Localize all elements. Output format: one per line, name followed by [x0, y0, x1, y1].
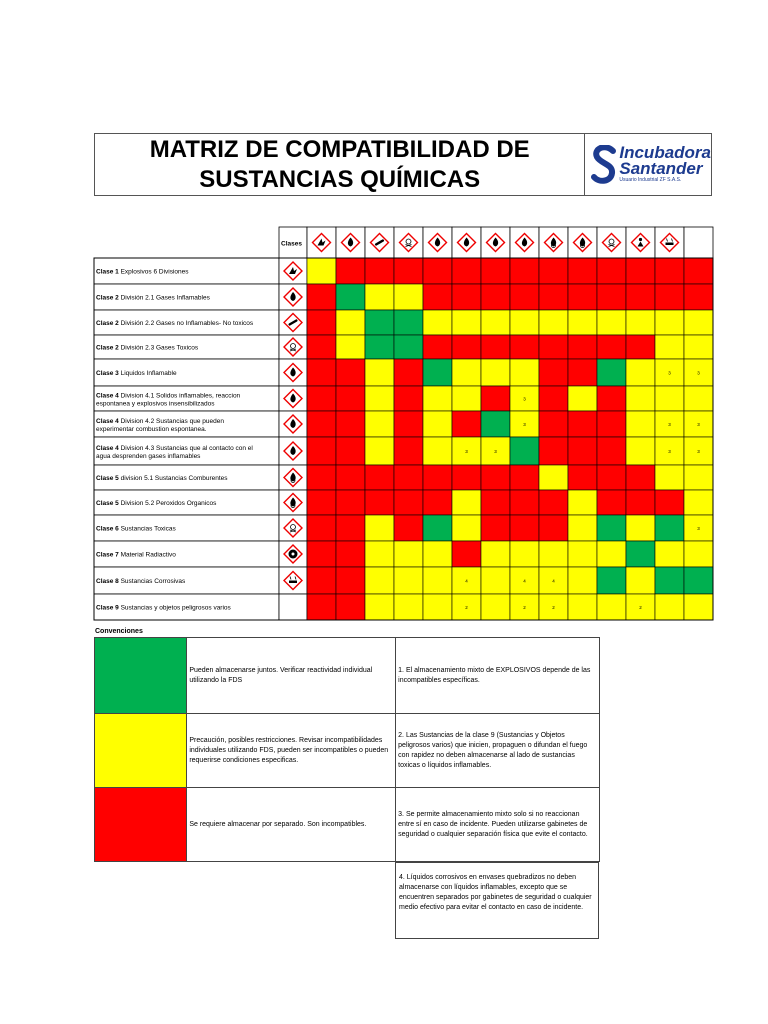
matrix-cell [597, 411, 626, 437]
matrix-cell [307, 465, 336, 490]
matrix-cell [365, 541, 394, 567]
matrix-cell [423, 258, 452, 284]
matrix-cell [452, 541, 481, 567]
cell-note-mark: 3 [523, 422, 526, 427]
row-label: Clase 5 Division 5.2 Peroxidos Organicos [96, 500, 217, 507]
matrix-cell [423, 411, 452, 437]
row-label: Clase 2 División 2.3 Gases Toxicos [96, 344, 199, 352]
matrix-cell [539, 335, 568, 359]
matrix-cell [597, 465, 626, 490]
matrix-cell [481, 359, 510, 386]
matrix-cell [597, 335, 626, 359]
cell-note-mark: 3 [465, 449, 468, 454]
cell-note-mark: 3 [697, 422, 700, 427]
matrix-cell [307, 567, 336, 594]
cell-note-mark: 2 [465, 605, 468, 610]
matrix-cell [626, 465, 655, 490]
matrix-row [94, 465, 713, 490]
matrix-row [94, 594, 713, 620]
row-label-line-2: espontanea y explosivos insensibilizados [96, 400, 215, 408]
cell-note-mark: 3 [668, 449, 671, 454]
matrix-cell [510, 335, 539, 359]
row-label-line-2: agua desprenden gases inflamables [96, 453, 201, 460]
cell-note-mark: 4 [465, 578, 468, 584]
column-header [684, 227, 713, 258]
row-label: Clase 7 Material Radiactivo [96, 551, 176, 559]
matrix-cell [655, 258, 684, 284]
matrix-cell [423, 465, 452, 490]
matrix-cell [655, 335, 684, 359]
row-label: Clase 4 Division 4.3 Sustancias que al contacto con el [96, 445, 253, 452]
matrix-cell [655, 515, 684, 541]
matrix-cell [655, 465, 684, 490]
matrix-cell [307, 386, 336, 411]
matrix-cell [684, 284, 713, 310]
matrix-cell [655, 284, 684, 310]
matrix-cell [336, 465, 365, 490]
note-2: 2. Las Sustancias de la clase 9 (Sustancias y Objetos peligrosos varios) que inicien, propaguen o difundan el fuego con rapidez no deben almacenarse al lado de sustancias toxicas o líquidos inflamables. [396, 714, 600, 788]
matrix-cell [481, 335, 510, 359]
matrix-cell [568, 594, 597, 620]
matrix-cell [626, 411, 655, 437]
matrix-row [94, 335, 713, 359]
cell-note-mark: 2 [552, 605, 555, 610]
matrix-cell [510, 310, 539, 335]
matrix-cell [539, 490, 568, 515]
matrix-cell [452, 411, 481, 437]
matrix-cell [365, 490, 394, 515]
matrix-cell [568, 437, 597, 465]
matrix-row [94, 258, 713, 284]
matrix-cell [597, 541, 626, 567]
row-label: Clase 1 Explosivos 6 Divisiones [96, 268, 189, 276]
matrix-cell [539, 411, 568, 437]
matrix-cell [307, 541, 336, 567]
matrix-row [94, 310, 713, 335]
note-3: 3. Se permite almacenamiento mixto solo si no reaccionan entre sí en caso de incidente. Pueden utilizarse gabinetes de seguridad o cualquier separación física que evite el contacto. [396, 788, 600, 862]
matrix-cell [307, 310, 336, 335]
matrix-cell [655, 594, 684, 620]
matrix-cell [452, 335, 481, 359]
matrix-row [94, 567, 713, 594]
matrix-cell [394, 335, 423, 359]
legend-yellow-text: Precaución, posibles restricciones. Revisar incompatibilidades individuales utilizando FDS, pueden ser incompatibles o pueden requerirse condiciones especificas. [187, 714, 396, 788]
matrix-cell [365, 594, 394, 620]
matrix-row [94, 541, 713, 567]
row-label: Clase 6 Sustancias Toxicas [96, 525, 176, 533]
matrix-cell [481, 386, 510, 411]
matrix-cell [626, 335, 655, 359]
cell-note-mark: 3 [697, 370, 700, 376]
matrix-cell [365, 515, 394, 541]
matrix-cell [597, 284, 626, 310]
matrix-cell [423, 437, 452, 465]
matrix-cell [568, 515, 597, 541]
matrix-cell [307, 594, 336, 620]
matrix-cell [568, 335, 597, 359]
title-line-2: SUSTANCIAS QUÍMICAS [199, 165, 481, 193]
matrix-cell [481, 541, 510, 567]
cell-note-mark: 2 [639, 605, 642, 610]
matrix-cell [626, 284, 655, 310]
row-label: Clase 4 Division 4.1 Solidos inflamables, reaccion [96, 392, 241, 400]
conventions-title: Convenciones [95, 628, 143, 635]
matrix-cell [568, 284, 597, 310]
cell-note-mark: 3 [697, 526, 700, 531]
matrix-cell [626, 359, 655, 386]
matrix-cell [452, 310, 481, 335]
conventions-table [94, 637, 600, 862]
matrix-cell [568, 567, 597, 594]
matrix-cell [365, 437, 394, 465]
logo-line-1: Incubadora [619, 143, 711, 162]
matrix-cell [336, 258, 365, 284]
matrix-cell [307, 359, 336, 386]
matrix-cell [510, 515, 539, 541]
legend-red-swatch [95, 788, 187, 862]
matrix-cell [568, 386, 597, 411]
matrix-cell [655, 541, 684, 567]
matrix-cell [597, 359, 626, 386]
matrix-cell [452, 490, 481, 515]
matrix-cell [655, 310, 684, 335]
matrix-row [94, 359, 713, 386]
matrix-cell [510, 541, 539, 567]
matrix-cell [568, 258, 597, 284]
matrix-cell [336, 515, 365, 541]
matrix-cell [510, 490, 539, 515]
matrix-cell [539, 465, 568, 490]
matrix-cell [307, 411, 336, 437]
matrix-cell [684, 258, 713, 284]
matrix-cell [539, 359, 568, 386]
matrix-cell [481, 310, 510, 335]
matrix-cell [597, 310, 626, 335]
matrix-cell [452, 359, 481, 386]
matrix-cell [394, 258, 423, 284]
matrix-row [94, 386, 713, 411]
title-line-1: MATRIZ DE COMPATIBILIDAD DE [149, 135, 530, 163]
matrix-cell [597, 437, 626, 465]
matrix-cell [394, 567, 423, 594]
matrix-cell [394, 541, 423, 567]
cell-note-mark: 3 [494, 449, 497, 454]
matrix-cell [394, 515, 423, 541]
matrix-cell [597, 515, 626, 541]
matrix-cell [510, 284, 539, 310]
matrix-corner-label: Clases [281, 240, 302, 248]
matrix-cell [684, 490, 713, 515]
matrix-cell [307, 490, 336, 515]
matrix-cell [394, 386, 423, 411]
matrix-cell [336, 386, 365, 411]
legend-green-swatch [95, 638, 187, 714]
matrix-cell [539, 386, 568, 411]
note-1: 1. El almacenamiento mixto de EXPLOSIVOS depende de las incompatibles específicas. [396, 638, 600, 714]
matrix-cell [307, 335, 336, 359]
matrix-cell [568, 541, 597, 567]
matrix-cell [394, 411, 423, 437]
matrix-cell [423, 567, 452, 594]
matrix-cell [481, 465, 510, 490]
logo-subtitle: Usuario Industrial ZF S.A.S. [619, 177, 682, 183]
matrix-cell [336, 594, 365, 620]
matrix-cell [423, 359, 452, 386]
matrix-cell [365, 335, 394, 359]
matrix-cell [307, 258, 336, 284]
matrix-cell [684, 335, 713, 359]
matrix-cell [452, 465, 481, 490]
logo-line-2: Santander [619, 159, 703, 178]
row-label: Clase 2 División 2.2 Gases no Inflamables- No toxicos [96, 320, 254, 327]
matrix-cell [481, 567, 510, 594]
matrix-cell [626, 541, 655, 567]
matrix-cell [626, 515, 655, 541]
matrix-cell [452, 386, 481, 411]
matrix-cell [423, 335, 452, 359]
matrix-cell [684, 541, 713, 567]
matrix-cell [423, 310, 452, 335]
cell-note-mark: 3 [523, 396, 526, 402]
matrix-cell [423, 515, 452, 541]
matrix-cell [539, 310, 568, 335]
cell-note-mark: 4 [523, 578, 526, 584]
row-label: Clase 2 División 2.1 Gases Inflamables [96, 294, 210, 302]
note-4: 4. Líquidos corrosivos en envases quebradizos no deben almacenarse con líquidos inflamables, excepto que se encuentren separados por gabinetes de seguridad o cualquier medio efectivo para evitar el contacto en caso de incidente. [399, 874, 592, 911]
matrix-cell [568, 359, 597, 386]
matrix-cell [568, 490, 597, 515]
matrix-cell [365, 411, 394, 437]
matrix-cell [655, 386, 684, 411]
row-icon-cell [279, 594, 307, 620]
matrix-cell [684, 386, 713, 411]
matrix-cell [684, 465, 713, 490]
matrix-cell [365, 567, 394, 594]
matrix-cell [568, 310, 597, 335]
matrix-cell [336, 335, 365, 359]
matrix-cell [626, 258, 655, 284]
matrix-cell [336, 567, 365, 594]
matrix-cell [336, 310, 365, 335]
matrix-cell [597, 567, 626, 594]
matrix-cell [481, 258, 510, 284]
row-label: Clase 9 Sustancias y objetos peligrosos varios [96, 604, 231, 612]
cell-note-mark: 4 [552, 578, 555, 584]
matrix-cell [423, 386, 452, 411]
matrix-cell [481, 490, 510, 515]
matrix-cell [539, 541, 568, 567]
matrix-cell [307, 284, 336, 310]
matrix-cell [597, 594, 626, 620]
cell-note-mark: 3 [668, 422, 671, 427]
legend-yellow-swatch [95, 714, 187, 788]
matrix-cell [336, 411, 365, 437]
legend-green-text: Pueden almacenarse juntos. Verificar reactividad individual utilizando la FDS [187, 638, 396, 714]
matrix-cell [510, 465, 539, 490]
row-label: Clase 5 division 5.1 Sustancias Comburentes [96, 475, 228, 482]
matrix-cell [394, 490, 423, 515]
matrix-cell [336, 284, 365, 310]
matrix-cell [452, 258, 481, 284]
matrix-cell [539, 437, 568, 465]
matrix-cell [307, 515, 336, 541]
matrix-cell [365, 258, 394, 284]
matrix-cell [626, 490, 655, 515]
matrix-cell [597, 386, 626, 411]
matrix-cell [626, 386, 655, 411]
matrix-row [94, 284, 713, 310]
legend-red-text: Se requiere almacenar por separado. Son incompatibles. [187, 788, 396, 862]
matrix-row [94, 515, 713, 541]
matrix-cell [336, 359, 365, 386]
matrix-cell [394, 310, 423, 335]
matrix-cell [510, 258, 539, 284]
note-4-box [395, 862, 599, 939]
matrix-cell [481, 594, 510, 620]
matrix-cell [336, 490, 365, 515]
matrix-cell [365, 359, 394, 386]
matrix-cell [597, 258, 626, 284]
matrix-cell [307, 437, 336, 465]
matrix-cell [597, 490, 626, 515]
cell-note-mark: 3 [668, 370, 671, 376]
row-label: Clase 3 Liquidos Inflamable [96, 370, 177, 377]
matrix-cell [568, 465, 597, 490]
matrix-cell [394, 465, 423, 490]
matrix-cell [423, 490, 452, 515]
matrix-cell [539, 258, 568, 284]
matrix-cell [510, 359, 539, 386]
matrix-cell [684, 594, 713, 620]
matrix-header-row [279, 227, 713, 258]
row-label: Clase 4 Division 4.2 Sustancias que pueden [96, 418, 224, 425]
matrix-cell [365, 310, 394, 335]
matrix-cell [365, 386, 394, 411]
matrix-cell [423, 541, 452, 567]
matrix-cell [394, 359, 423, 386]
matrix-cell [423, 594, 452, 620]
matrix-row [94, 490, 713, 515]
matrix-row [94, 411, 713, 437]
matrix-cell [365, 284, 394, 310]
matrix-cell [394, 284, 423, 310]
matrix-cell [336, 437, 365, 465]
cell-note-mark: 2 [523, 605, 526, 610]
matrix-cell [655, 490, 684, 515]
matrix-cell [539, 515, 568, 541]
cell-note-mark: 3 [697, 449, 700, 454]
matrix-cell [481, 515, 510, 541]
matrix-cell [481, 284, 510, 310]
matrix-cell [539, 284, 568, 310]
matrix-cell [626, 310, 655, 335]
matrix-cell [394, 437, 423, 465]
matrix-cell [452, 284, 481, 310]
matrix-cell [481, 411, 510, 437]
matrix-cell [365, 465, 394, 490]
matrix-cell [336, 541, 365, 567]
matrix-cell [626, 567, 655, 594]
matrix-cell [626, 437, 655, 465]
row-label: Clase 8 Sustancias Corrosivas [96, 578, 186, 585]
matrix-cell [684, 310, 713, 335]
matrix-cell [568, 411, 597, 437]
matrix-cell [452, 515, 481, 541]
matrix-cell [423, 284, 452, 310]
row-label-line-2: experimentar combustion espontanea. [96, 426, 207, 433]
matrix-cell [684, 567, 713, 594]
matrix-cell [655, 567, 684, 594]
matrix-row [94, 437, 713, 465]
matrix-cell [394, 594, 423, 620]
matrix-cell [510, 437, 539, 465]
